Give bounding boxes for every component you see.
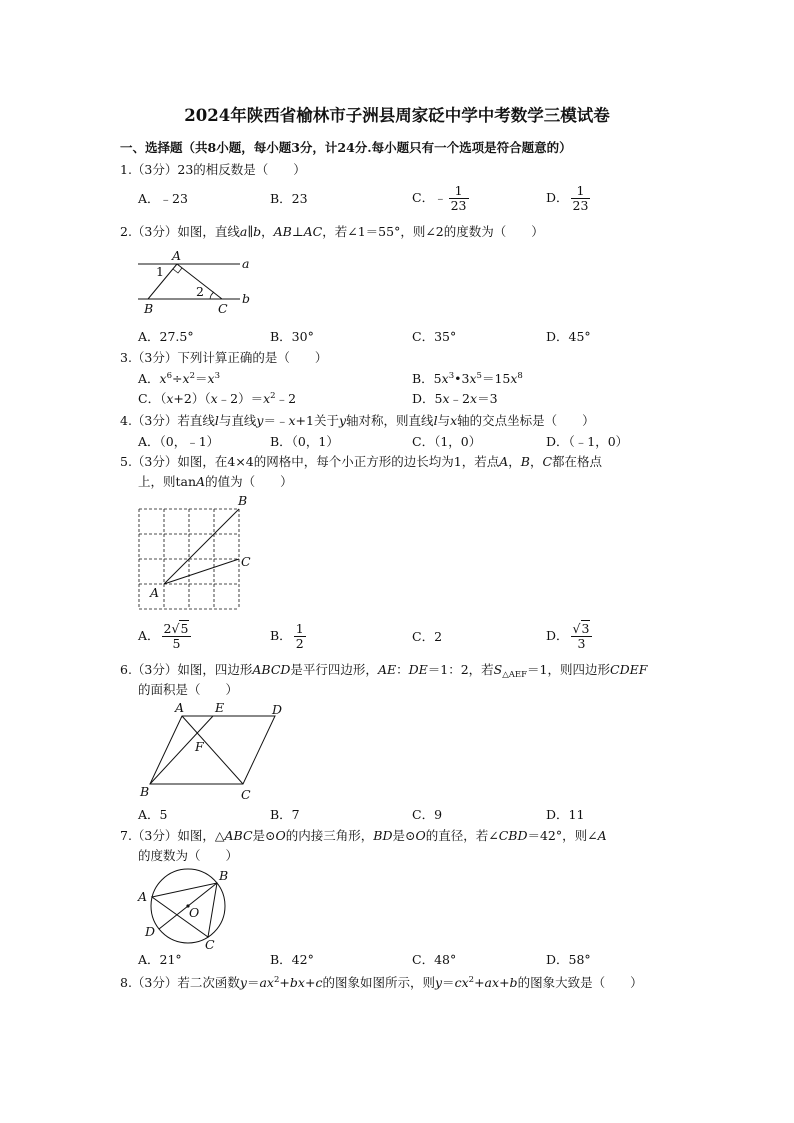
q6-stem-line1: 6.（3分）如图，四边形ABCD是平行四边形，AE：DE＝1：2，若$S_{\triangle AEF}=1$，则四边形CDEF [120, 662, 648, 680]
q3-option-b[interactable]: B．$5x^3•3x^5=15x^8$ [412, 371, 523, 386]
q4-option-a[interactable]: A．（0，﹣1） [138, 434, 220, 449]
q3-option-c[interactable]: C．$(x+2)(x﹣2)=x^2﹣2$ [138, 391, 297, 406]
q7-stem-line1: 7.（3分）如图，△ABC是⊙O的内接三角形，BD是⊙O的直径，若∠CBD＝42°，则∠A [120, 828, 607, 843]
q5-option-d[interactable]: D． $\frac{√3}{3}$ [546, 622, 594, 651]
q2-stem: 2.（3分）如图，直线a∥b，AB⊥AC，若∠1＝55°，则∠2的度数为（ ） [120, 224, 544, 239]
section-heading: 一、选择题（共8小题，每小题3分，计24分.每小题只有一个选项是符合题意的） [120, 140, 572, 155]
q6-label-a: A [175, 700, 185, 715]
q7-stem-line2: 的度数为（ ） [138, 848, 239, 863]
q6-option-d[interactable]: D．11 [546, 807, 585, 822]
q2-option-b[interactable]: B．30° [270, 329, 314, 344]
q5-label-b: B [238, 493, 248, 508]
q2-option-d[interactable]: D．45° [546, 329, 591, 344]
q4-option-c[interactable]: C．（1，0） [412, 434, 482, 449]
q3-option-a[interactable]: A．$x^6\div x^2=x^3$ [138, 371, 220, 386]
q5-option-b[interactable]: B． $\frac{1}{2}$ [270, 621, 304, 651]
fraction: $\frac{2√5}{5}$ [162, 622, 192, 651]
q6-option-c[interactable]: C．9 [412, 807, 443, 822]
q7-option-b[interactable]: B．42° [270, 952, 314, 967]
q2-label-line-b: b [242, 291, 251, 306]
q6-option-a[interactable]: A．5 [138, 807, 168, 822]
page-title: 2024年陕西省榆林市子洲县周家砭中学中考数学三模试卷 [184, 106, 610, 125]
q6-label-b: B [140, 784, 150, 799]
q7-option-a[interactable]: A．21° [138, 952, 182, 967]
q7-option-c[interactable]: C．48° [412, 952, 457, 967]
q1-option-c[interactable]: C．﹣ $\frac{1}{23}$ [412, 183, 467, 213]
q1-option-d[interactable]: D． $\frac{1}{23}$ [546, 183, 589, 213]
q3-option-d[interactable]: D．5x﹣2x＝3 [412, 391, 498, 406]
q5-option-a[interactable]: A． $\frac{2√5}{5}$ [138, 622, 193, 651]
q7-figure [135, 866, 245, 951]
q6-label-e: E [215, 700, 225, 715]
fraction: $\frac{1}{23}$ [450, 183, 467, 213]
q5-stem-line1: 5.（3分）如图，在4×4的网格中，每个小正方形的边长均为1，若点A，B，C都在格点 [120, 454, 603, 469]
q5-figure [130, 495, 260, 615]
q3-stem: 3.（3分）下列计算正确的是（ ） [120, 350, 328, 365]
q5-label-a: A [150, 585, 160, 600]
q8-stem: 8.（3分）若二次函数$y=ax^2+bx+c$的图象如图所示，则$y=cx^2+ax+b$的图象大致是（ ） [120, 975, 643, 990]
q2-label-b-point: B [144, 301, 154, 316]
q1-stem: 1.（3分）23的相反数是（ ） [120, 162, 306, 177]
q2-label-angle-2: 2 [196, 284, 204, 299]
q6-label-f: F [195, 739, 204, 754]
fraction: $\frac{1}{2}$ [295, 621, 304, 651]
q2-figure [130, 248, 260, 320]
q7-label-a: A [138, 889, 148, 904]
q2-option-a[interactable]: A．27.5° [138, 329, 194, 344]
q7-label-b: B [219, 868, 229, 883]
q7-label-d: D [145, 924, 156, 939]
q6-stem-line2: 的面积是（ ） [138, 682, 239, 697]
q6-label-d: D [272, 702, 283, 717]
q7-option-d[interactable]: D．58° [546, 952, 591, 967]
q6-figure [135, 700, 295, 805]
q6-label-c: C [241, 787, 251, 802]
q2-label-a-point: A [172, 248, 182, 263]
q7-label-o: O [189, 905, 200, 920]
fraction: $\frac{1}{23}$ [572, 183, 589, 213]
q4-option-b[interactable]: B．（0，1） [270, 434, 339, 449]
q5-option-c[interactable]: C．2 [412, 629, 443, 644]
q2-label-angle-1: 1 [156, 264, 164, 279]
q2-label-c-point: C [218, 301, 228, 316]
q1-option-b[interactable]: B．23 [270, 191, 308, 206]
q5-label-c: C [241, 554, 251, 569]
q5-stem-line2: 上，则tanA的值为（ ） [138, 474, 293, 489]
q4-option-d[interactable]: D．（﹣1，0） [546, 434, 629, 449]
q6-option-b[interactable]: B．7 [270, 807, 300, 822]
fraction: $\frac{√3}{3}$ [571, 622, 593, 651]
q4-stem: 4.（3分）若直线l与直线y＝﹣x+1关于y轴对称，则直线l与x轴的交点坐标是（ ） [120, 413, 595, 428]
q7-label-c: C [205, 937, 215, 952]
q2-option-c[interactable]: C．35° [412, 329, 457, 344]
q1-option-a[interactable]: A．﹣23 [138, 191, 188, 206]
q2-label-line-a: a [242, 256, 250, 271]
